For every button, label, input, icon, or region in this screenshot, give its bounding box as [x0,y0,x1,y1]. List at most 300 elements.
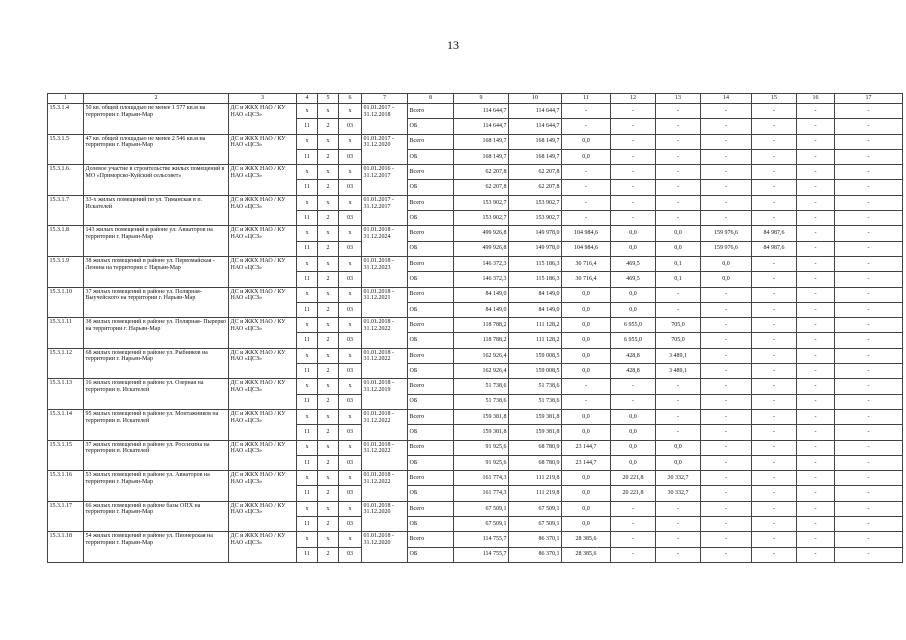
table-row [48,318,903,333]
value-cell: 0,0 [562,149,611,164]
value-cell: - [701,287,752,302]
value-cell: х [318,104,339,119]
value-cell: 23 144,7 [562,440,611,455]
value-cell: - [701,379,752,394]
value-cell: - [656,501,701,516]
value-cell: 91 925,6 [454,440,509,455]
item-code: 15.3.1.5 [48,134,84,165]
value-cell: - [752,134,797,149]
value-cell: ОБ [408,180,454,195]
value-cell: - [797,501,835,516]
value-cell: Всего [408,440,454,455]
value-cell: 153 902,7 [509,195,562,210]
value-cell: 153 902,7 [454,195,509,210]
value-cell: 168 149,7 [509,134,562,149]
value-cell: - [835,318,903,333]
value-cell: - [701,195,752,210]
value-cell: - [797,455,835,470]
value-cell: ОБ [408,302,454,317]
value-cell: 0,0 [611,287,656,302]
header-cell: 8 [408,94,454,104]
value-cell: - [797,318,835,333]
table-row [48,409,903,424]
value-cell: ОБ [408,425,454,440]
value-cell: х [318,165,339,180]
table-row [48,226,903,241]
value-cell: х [339,409,362,424]
value-cell: - [656,394,701,409]
value-cell: - [752,348,797,363]
item-responsible: ДС и ЖКХ НАО / КУ НАО «ЦСЗ» [229,471,297,502]
value-cell: - [752,318,797,333]
value-cell: - [835,211,903,226]
value-cell: - [797,409,835,424]
value-cell: - [701,440,752,455]
value-cell: 0,1 [656,272,701,287]
value-cell: 84 149,0 [454,302,509,317]
value-cell: - [701,348,752,363]
value-cell: - [835,165,903,180]
value-cell: 469,5 [611,272,656,287]
value-cell: - [562,195,611,210]
value-cell: 159 381,8 [509,425,562,440]
value-cell: Всего [408,165,454,180]
value-cell: - [701,318,752,333]
value-cell: 03 [339,149,362,164]
value-cell: 2 [318,547,339,562]
program-table [47,93,903,563]
item-description: 16 жилых помещений в районе ул. Озерная на территории п. Искателей [84,379,229,410]
value-cell: 62 207,8 [454,180,509,195]
value-cell: х [339,165,362,180]
value-cell: - [797,195,835,210]
item-period: 01.01.2017 - 31.12.2017 [362,195,408,226]
value-cell: х [339,134,362,149]
value-cell: - [752,379,797,394]
value-cell: - [835,547,903,562]
item-code: 15.3.1.14 [48,409,84,440]
value-cell: Всего [408,348,454,363]
value-cell: х [297,318,318,333]
value-cell: - [701,471,752,486]
value-cell: 0,0 [562,364,611,379]
value-cell: 0,0 [562,134,611,149]
value-cell: 0,0 [562,471,611,486]
value-cell: 2 [318,455,339,470]
value-cell: - [797,379,835,394]
value-cell: 67 509,1 [454,501,509,516]
value-cell: 11 [297,272,318,287]
value-cell: ОБ [408,517,454,532]
value-cell: х [318,501,339,516]
value-cell: - [611,517,656,532]
item-period: 01.01.2018 - 31.12.2022 [362,348,408,379]
value-cell: - [752,394,797,409]
value-cell: 114 755,7 [454,547,509,562]
value-cell: - [752,333,797,348]
value-cell: 11 [297,211,318,226]
value-cell: 0,0 [562,302,611,317]
value-cell: - [797,471,835,486]
value-cell: х [297,134,318,149]
value-cell: - [835,149,903,164]
value-cell: - [797,180,835,195]
value-cell: 03 [339,119,362,134]
value-cell: - [562,165,611,180]
value-cell: - [752,119,797,134]
value-cell: 03 [339,547,362,562]
item-description: 53 жилых помещений в районе ул. Авиаторов на территории г. Нарьян-Мар [84,471,229,502]
value-cell: х [318,348,339,363]
value-cell: 28 385,6 [562,547,611,562]
value-cell: - [701,455,752,470]
item-description: 95 жилых помещений в районе ул. Монтажников на территории п. Искателей [84,409,229,440]
value-cell: - [701,302,752,317]
value-cell: х [339,348,362,363]
value-cell: 11 [297,486,318,501]
value-cell: 118 788,2 [454,318,509,333]
item-responsible: ДС и ЖКХ НАО / КУ НАО «ЦСЗ» [229,348,297,379]
value-cell: 159 381,8 [509,409,562,424]
value-cell: 114 644,7 [454,104,509,119]
header-cell: 1 [48,94,84,104]
value-cell: 159 976,6 [701,226,752,241]
item-period: 01.01.2018 - 31.12.2020 [362,501,408,532]
item-responsible: ДС и ЖКХ НАО / КУ НАО «ЦСЗ» [229,104,297,135]
value-cell: 146 372,3 [454,256,509,271]
item-code: 15.3.1.6. [48,165,84,196]
value-cell: - [611,195,656,210]
value-cell: 153 902,7 [454,211,509,226]
value-cell: - [752,409,797,424]
value-cell: - [656,180,701,195]
value-cell: - [656,302,701,317]
value-cell: Всего [408,379,454,394]
value-cell: Всего [408,134,454,149]
value-cell: 51 738,6 [509,379,562,394]
value-cell: - [656,119,701,134]
value-cell: 0,0 [611,455,656,470]
value-cell: - [701,394,752,409]
value-cell: 0,0 [562,348,611,363]
value-cell: - [656,409,701,424]
value-cell: х [318,134,339,149]
value-cell: 84 987,6 [752,241,797,256]
value-cell: х [297,226,318,241]
value-cell: 2 [318,394,339,409]
value-cell: 03 [339,394,362,409]
value-cell: х [318,471,339,486]
value-cell: 20 221,8 [611,471,656,486]
value-cell: 84 149,0 [454,287,509,302]
value-cell: 0,0 [562,287,611,302]
value-cell: 51 738,6 [454,379,509,394]
value-cell: 111 128,2 [509,318,562,333]
value-cell: 0,0 [611,226,656,241]
value-cell: - [656,134,701,149]
value-cell: Всего [408,532,454,547]
value-cell: 11 [297,302,318,317]
value-cell: Всего [408,501,454,516]
value-cell: - [752,486,797,501]
value-cell: - [656,149,701,164]
value-cell: х [297,348,318,363]
value-cell: - [656,195,701,210]
value-cell: - [701,532,752,547]
value-cell: - [562,211,611,226]
value-cell: 0,0 [562,425,611,440]
header-cell: 10 [509,94,562,104]
item-code: 15.3.1.15 [48,440,84,471]
value-cell: - [701,409,752,424]
value-cell: 111 219,8 [509,471,562,486]
value-cell: Всего [408,195,454,210]
item-description: 37 жилых помещений в районе ул. Россихина на территории п. Искателей [84,440,229,471]
item-responsible: ДС и ЖКХ НАО / КУ НАО «ЦСЗ» [229,256,297,287]
value-cell: х [339,471,362,486]
value-cell: - [797,104,835,119]
value-cell: ОБ [408,394,454,409]
value-cell: - [701,134,752,149]
item-code: 15.3.1.9 [48,256,84,287]
value-cell: - [656,104,701,119]
value-cell: - [835,440,903,455]
value-cell: - [656,547,701,562]
value-cell: - [611,211,656,226]
value-cell: ОБ [408,119,454,134]
value-cell: - [701,149,752,164]
value-cell: 0,0 [656,226,701,241]
value-cell: - [835,134,903,149]
value-cell: 03 [339,272,362,287]
value-cell: - [835,333,903,348]
value-cell: - [611,501,656,516]
value-cell: - [752,471,797,486]
item-code: 15.3.1.18 [48,532,84,563]
value-cell: х [339,532,362,547]
value-cell: - [611,104,656,119]
item-description: 38 жилых помещений в районе ул. Полярная- Пырерко на территории г. Нарьян-Мар [84,318,229,349]
value-cell: 11 [297,455,318,470]
value-cell: 0,0 [562,517,611,532]
value-cell: - [752,532,797,547]
value-cell: ОБ [408,241,454,256]
value-cell: х [318,226,339,241]
value-cell: 114 644,7 [509,119,562,134]
header-cell: 5 [318,94,339,104]
value-cell: х [297,501,318,516]
value-cell: 23 144,7 [562,455,611,470]
value-cell: х [318,195,339,210]
value-cell: х [318,440,339,455]
value-cell: 03 [339,364,362,379]
value-cell: 0,1 [656,256,701,271]
value-cell: 146 372,3 [454,272,509,287]
value-cell: - [752,195,797,210]
header-cell: 7 [362,94,408,104]
value-cell: 3 489,1 [656,348,701,363]
item-period: 01.01.2018 - 31.12.2020 [362,532,408,563]
value-cell: - [701,180,752,195]
value-cell: Всего [408,104,454,119]
item-period: 01.01.2017 - 31.12.2020 [362,134,408,165]
item-description: 33-х жилых помещений по ул. Тиманская в п. Искателей [84,195,229,226]
value-cell: - [752,455,797,470]
value-cell: 86 370,1 [509,547,562,562]
value-cell: - [701,517,752,532]
value-cell: - [701,547,752,562]
value-cell: 20 221,8 [611,486,656,501]
table-row [48,348,903,363]
value-cell: 0,0 [611,425,656,440]
value-cell: - [835,287,903,302]
value-cell: - [611,119,656,134]
value-cell: - [797,134,835,149]
value-cell: - [835,471,903,486]
value-cell: 0,0 [701,256,752,271]
value-cell: 118 788,2 [454,333,509,348]
header-cell: 4 [297,94,318,104]
value-cell: х [339,287,362,302]
value-cell: 159 976,6 [701,241,752,256]
value-cell: - [656,379,701,394]
value-cell: ОБ [408,486,454,501]
value-cell: 11 [297,394,318,409]
value-cell: х [339,226,362,241]
value-cell: - [797,394,835,409]
value-cell: 428,8 [611,348,656,363]
value-cell: 84 149,0 [509,287,562,302]
value-cell: х [339,104,362,119]
value-cell: 11 [297,241,318,256]
header-cell: 2 [84,94,229,104]
value-cell: 3 489,1 [656,364,701,379]
header-cell: 11 [562,94,611,104]
value-cell: - [752,364,797,379]
value-cell: 11 [297,547,318,562]
value-cell: х [318,287,339,302]
value-cell: - [752,501,797,516]
value-cell: 499 926,8 [454,226,509,241]
value-cell: 2 [318,211,339,226]
value-cell: х [297,165,318,180]
value-cell: - [562,379,611,394]
value-cell: - [797,119,835,134]
header-cell: 14 [701,94,752,104]
value-cell: 11 [297,517,318,532]
value-cell: 30 332,7 [656,486,701,501]
value-cell: 03 [339,211,362,226]
value-cell: - [835,486,903,501]
value-cell: - [562,119,611,134]
value-cell: - [752,302,797,317]
value-cell: 0,0 [562,409,611,424]
value-cell: 114 755,7 [454,532,509,547]
value-cell: - [701,425,752,440]
value-cell: х [297,104,318,119]
value-cell: 168 149,7 [454,134,509,149]
item-code: 15.3.1.16 [48,471,84,502]
value-cell: 0,0 [611,302,656,317]
value-cell: - [835,455,903,470]
value-cell: - [835,226,903,241]
value-cell: 149 978,0 [509,241,562,256]
item-description: 47 кв. общей площадью не менее 2 546 кв.м на территории г. Нарьян-Мар [84,134,229,165]
page-number: 13 [447,38,459,52]
value-cell: х [339,379,362,394]
value-cell: х [297,471,318,486]
value-cell: 03 [339,455,362,470]
item-period: 01.01.2016 - 31.12.2017 [362,165,408,196]
value-cell: х [297,409,318,424]
value-cell: - [797,532,835,547]
item-responsible: ДС и ЖКХ НАО / КУ НАО «ЦСЗ» [229,165,297,196]
item-period: 01.01.2018 - 31.12.2022 [362,409,408,440]
value-cell: 30 332,7 [656,471,701,486]
value-cell: 2 [318,180,339,195]
value-cell: - [797,226,835,241]
value-cell: - [611,394,656,409]
value-cell: х [318,318,339,333]
value-cell: - [701,486,752,501]
item-responsible: ДС и ЖКХ НАО / КУ НАО «ЦСЗ» [229,226,297,257]
value-cell: 2 [318,302,339,317]
item-period: 01.01.2018 - 31.12.2019 [362,379,408,410]
value-cell: - [701,119,752,134]
table-row [48,165,903,180]
value-cell: - [797,333,835,348]
value-cell: 51 738,6 [509,394,562,409]
value-cell: 03 [339,241,362,256]
value-cell: - [562,180,611,195]
table-row [48,501,903,516]
value-cell: - [752,211,797,226]
value-cell: 62 207,8 [509,180,562,195]
value-cell: - [752,272,797,287]
header-cell: 9 [454,94,509,104]
value-cell: 11 [297,333,318,348]
value-cell: - [752,104,797,119]
value-cell: 03 [339,486,362,501]
value-cell: - [611,149,656,164]
value-cell: 0,0 [656,440,701,455]
value-cell: 161 774,3 [454,486,509,501]
value-cell: - [752,287,797,302]
value-cell: 28 385,6 [562,532,611,547]
table-row [48,532,903,547]
value-cell: - [835,256,903,271]
table-row [48,379,903,394]
value-cell: х [297,440,318,455]
value-cell: 499 926,8 [454,241,509,256]
item-responsible: ДС и ЖКХ НАО / КУ НАО «ЦСЗ» [229,134,297,165]
value-cell: Всего [408,409,454,424]
value-cell: 2 [318,364,339,379]
value-cell: - [835,409,903,424]
value-cell: х [318,256,339,271]
value-cell: х [297,256,318,271]
value-cell: - [656,287,701,302]
value-cell: - [835,104,903,119]
value-cell: 2 [318,486,339,501]
value-cell: 67 509,1 [509,517,562,532]
value-cell: 30 716,4 [562,256,611,271]
value-cell: 159 381,8 [454,409,509,424]
value-cell: - [835,119,903,134]
value-cell: - [611,379,656,394]
item-responsible: ДС и ЖКХ НАО / КУ НАО «ЦСЗ» [229,318,297,349]
header-cell: 12 [611,94,656,104]
